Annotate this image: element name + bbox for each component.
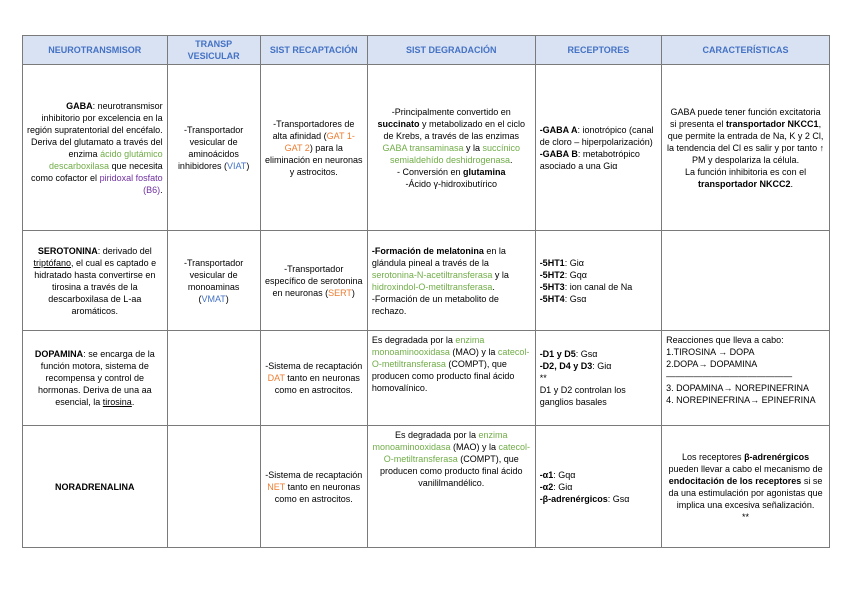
cell-text: Los receptores bbox=[682, 451, 745, 462]
enzyme-name: enzima monoaminooxidasa bbox=[371, 335, 485, 357]
feature-paragraph bbox=[666, 166, 825, 190]
degradation-line bbox=[372, 166, 531, 178]
cell-text: . bbox=[160, 184, 163, 195]
bold-text: transportador NKCC2 bbox=[698, 178, 791, 189]
bold-text: succinato bbox=[377, 118, 420, 129]
cell-sist-recaptacion bbox=[260, 331, 367, 426]
neurotransmitter-name: SEROTONINA bbox=[37, 245, 98, 256]
cell-text: . bbox=[790, 178, 794, 189]
receptor-name: -D2, D4 y D3 bbox=[539, 361, 593, 371]
cell-caracteristicas bbox=[662, 426, 830, 548]
cell-text: en la glándula pineal a través de la bbox=[371, 245, 506, 268]
reaction-line: Reacciones que lleva a cabo: bbox=[666, 335, 784, 345]
cell-sist-recaptacion bbox=[260, 65, 367, 231]
header-row bbox=[23, 36, 830, 65]
receptor-text: : Gsα bbox=[575, 349, 598, 359]
bold-text: glutamina bbox=[463, 166, 506, 177]
cell-caracteristicas bbox=[662, 65, 830, 231]
receptor-text: : Gqα bbox=[564, 269, 587, 280]
receptor-text: : Gqα bbox=[553, 469, 576, 480]
table-row-dopamina bbox=[23, 331, 830, 426]
cell-text: La función inhibitoria es con el bbox=[685, 166, 807, 177]
cell-text: -Transportador específico de serotonina en neuronas ( bbox=[264, 263, 363, 298]
cell-text: Es degradada por la bbox=[394, 430, 479, 440]
precursor-name: triptófano bbox=[33, 257, 72, 268]
cell-transp-vesicular bbox=[167, 426, 260, 548]
cofactor-name: piridoxal fosfato (B6) bbox=[99, 172, 163, 195]
cell-text: : se encarga de la función motora, sistema de recompensa y control de hormonas. Deriva de una aa esencial, la bbox=[38, 349, 155, 407]
neurotransmitter-name: DOPAMINA bbox=[34, 349, 84, 359]
cell-text: -Principalmente convertido en bbox=[391, 106, 511, 117]
neurotransmitter-name: NORADRENALINA bbox=[55, 481, 135, 492]
cell-receptores bbox=[535, 231, 661, 331]
cell-sist-degradacion bbox=[367, 331, 535, 426]
receptor-text: : Gsα bbox=[564, 293, 587, 304]
receptor-item bbox=[540, 148, 657, 172]
header-transp-vesicular: TRANSP VESICULAR bbox=[167, 36, 260, 65]
cell-transp-vesicular bbox=[167, 331, 260, 426]
cell-text: (MAO) y la bbox=[449, 347, 498, 357]
enzyme-name: catecol-O-metiltransferasa bbox=[371, 347, 530, 369]
cell-neurotransmisor bbox=[23, 65, 168, 231]
receptor-item bbox=[540, 257, 657, 269]
cell-text: tanto en neuronas como en astrocitos. bbox=[274, 481, 361, 504]
cell-text: -Sistema de recaptación bbox=[265, 469, 363, 480]
cell-receptores bbox=[535, 65, 661, 231]
cell-neurotransmisor bbox=[23, 426, 168, 548]
receptor-item bbox=[540, 481, 657, 493]
receptor-text: : Gsα bbox=[607, 493, 630, 504]
table-row-gaba bbox=[23, 65, 830, 231]
receptor-description: D1 y D2 controlan los ganglios basales bbox=[539, 385, 626, 407]
reaction-line: 4. NOREPINEFRINA→ EPINEFRINA bbox=[666, 395, 816, 405]
cell-caracteristicas bbox=[662, 231, 830, 331]
bold-text: β-adrenérgicos bbox=[744, 451, 810, 462]
cell-text: GABA puede tener función excitatoria si presenta el bbox=[670, 106, 821, 129]
receptor-name: -5HT4 bbox=[539, 293, 565, 304]
receptor-name: -D1 y D5 bbox=[539, 349, 576, 359]
cell-neurotransmisor bbox=[23, 231, 168, 331]
degradation-line: -Formación de un metabolito de rechazo. bbox=[371, 293, 499, 316]
header-sist-recaptacion: SIST RECAPTACIÓN bbox=[260, 36, 367, 65]
cell-text: (MAO) y la bbox=[450, 442, 499, 452]
feature-note: ** bbox=[742, 511, 750, 522]
enzyme-name: ácido glutámico descarboxilasa bbox=[49, 148, 163, 171]
cell-text: que necesita como cofactor el bbox=[31, 160, 163, 183]
cell-text: : derivado del bbox=[97, 245, 152, 256]
receptor-item bbox=[540, 360, 657, 372]
neurotransmitter-table bbox=[22, 35, 830, 548]
cell-text: (COMPT), que producen como producto final ácido homovalínico. bbox=[371, 359, 515, 393]
receptor-name: -β-adrenérgicos bbox=[539, 493, 608, 504]
receptor-item bbox=[540, 493, 657, 505]
receptor-item bbox=[540, 293, 657, 305]
cell-receptores bbox=[535, 331, 661, 426]
header-receptores: RECEPTORES bbox=[535, 36, 661, 65]
cell-neurotransmisor bbox=[23, 331, 168, 426]
receptor-text: : metabotrópico asociado a una Giα bbox=[539, 148, 640, 171]
transporter-name: SERT bbox=[328, 287, 352, 298]
header-caracteristicas: CARACTERÍSTICAS bbox=[662, 36, 830, 65]
reaction-line: 1.TIROSINA → DOPA bbox=[666, 347, 755, 357]
receptor-name: -GABA B bbox=[539, 148, 578, 159]
enzyme-name: hidroxindol-O-metiltransferasa bbox=[371, 281, 493, 292]
cell-receptores bbox=[535, 426, 661, 548]
receptor-name: -5HT1 bbox=[539, 257, 565, 268]
header-sist-degradacion: SIST DEGRADACIÓN bbox=[367, 36, 535, 65]
cell-transp-vesicular bbox=[167, 231, 260, 331]
receptor-text: : ionotrópico (canal de cloro – hiperpolarización) bbox=[539, 124, 654, 147]
receptor-note: ** bbox=[539, 373, 547, 383]
cell-text: y la bbox=[492, 269, 509, 280]
receptor-text: : Giα bbox=[553, 481, 573, 492]
reaction-line: 2.DOPA→ DOPAMINA bbox=[666, 359, 758, 369]
receptor-text: : Giα bbox=[564, 257, 584, 268]
cell-caracteristicas bbox=[662, 331, 830, 426]
cell-sist-recaptacion bbox=[260, 426, 367, 548]
cell-text: tanto en neuronas como en astrocitos. bbox=[274, 373, 360, 395]
receptor-name: -α1 bbox=[539, 469, 554, 480]
table-row-noradrenalina bbox=[23, 426, 830, 548]
receptor-text: : Giα bbox=[592, 361, 612, 371]
receptor-item bbox=[540, 281, 657, 293]
transporter-name: GAT 1-GAT 2 bbox=[284, 130, 355, 153]
header-neurotransmisor: NEUROTRANSMISOR bbox=[23, 36, 168, 65]
cell-text: ) para la eliminación en neuronas y astrocitos. bbox=[264, 142, 363, 177]
receptor-item bbox=[540, 348, 657, 360]
cell-text: Es degradada por la bbox=[371, 335, 456, 345]
separator-line: —————————————— bbox=[666, 371, 793, 381]
cell-text: ) bbox=[225, 293, 229, 304]
receptor-name: -5HT2 bbox=[539, 269, 565, 280]
cell-text: -Transportador vesicular de monoaminas ( bbox=[184, 257, 244, 304]
receptor-item bbox=[540, 469, 657, 481]
feature-paragraph bbox=[666, 106, 825, 166]
neurotransmitter-name: GABA bbox=[66, 100, 93, 111]
cell-text: . bbox=[131, 397, 135, 407]
cell-text: pueden llevar a cabo el mecanismo de bbox=[668, 463, 823, 474]
transporter-name: VMAT bbox=[201, 293, 226, 304]
bold-text: endocitación de los receptores bbox=[668, 475, 802, 486]
receptor-name: -5HT3 bbox=[539, 281, 565, 292]
transporter-name: NET bbox=[267, 481, 286, 492]
reaction-line: 3. DOPAMINA→ NOREPINEFRINA bbox=[666, 383, 809, 393]
cell-text: -Sistema de recaptación bbox=[265, 361, 363, 371]
cell-transp-vesicular bbox=[167, 65, 260, 231]
cell-sist-degradacion bbox=[367, 65, 535, 231]
cell-sist-recaptacion bbox=[260, 231, 367, 331]
enzyme-name: serotonina-N-acetiltransferasa bbox=[371, 269, 493, 280]
receptor-text: : ion canal de Na bbox=[564, 281, 633, 292]
enzyme-name: enzima monoaminooxidasa bbox=[372, 430, 508, 452]
enzyme-name: succínico semialdehído deshidrogenasa bbox=[389, 142, 521, 165]
cell-text: -Transportadores de alta afinidad ( bbox=[272, 118, 355, 141]
cell-text: , el cual es captado e hidratado hasta convertirse en tirosina a través de la descarboxilasa de L-aa aromáticos. bbox=[34, 257, 157, 316]
bold-text: transportador NKCC1 bbox=[726, 118, 819, 129]
cell-text: -Transportador vesicular de aminoácidos inhibidores ( bbox=[177, 124, 244, 171]
cell-text: (COMPT), que producen como producto final ácido vanililmandélico. bbox=[379, 454, 523, 488]
cell-text: - Conversión en bbox=[396, 166, 464, 177]
bold-text: -Formación de melatonina bbox=[371, 245, 484, 256]
enzyme-name: catecol-O-metiltransferasa bbox=[383, 442, 531, 464]
cell-text: , que permite la entrada de Na, K y 2 Cl, la tendencia del Cl es salir y por tanto ↑ PM y despolariza la célula. bbox=[667, 118, 825, 165]
cell-text: ) bbox=[246, 160, 250, 171]
cell-text: . bbox=[492, 281, 495, 292]
cell-sist-degradacion bbox=[367, 426, 535, 548]
table-row-serotonina bbox=[23, 231, 830, 331]
receptor-item bbox=[540, 124, 657, 148]
receptor-name: -α2 bbox=[539, 481, 554, 492]
cell-text: . bbox=[510, 154, 513, 165]
receptor-item bbox=[540, 269, 657, 281]
cell-sist-degradacion bbox=[367, 231, 535, 331]
cell-text: : neurotransmisor inhibitorio por excelencia en la región supratentorial del encéfalo. Deriva del glutamato a través del enzima bbox=[27, 100, 163, 159]
enzyme-name: GABA transaminasa bbox=[382, 142, 464, 153]
cell-text: y la bbox=[463, 142, 483, 153]
precursor-name: tirosina bbox=[102, 397, 132, 407]
degradation-line: -Ácido γ-hidroxibutírico bbox=[405, 178, 498, 189]
transporter-name: DAT bbox=[267, 373, 285, 383]
cell-text: si se da una estimulación por agonistas que implica una excesiva señalización. bbox=[668, 475, 823, 510]
cell-text: ) bbox=[351, 287, 355, 298]
receptor-name: -GABA A bbox=[539, 124, 578, 135]
cell-text: y metabolizado en el ciclo de Krebs, a través de las enzimas bbox=[383, 118, 526, 141]
transporter-name: VIAT bbox=[226, 160, 247, 171]
